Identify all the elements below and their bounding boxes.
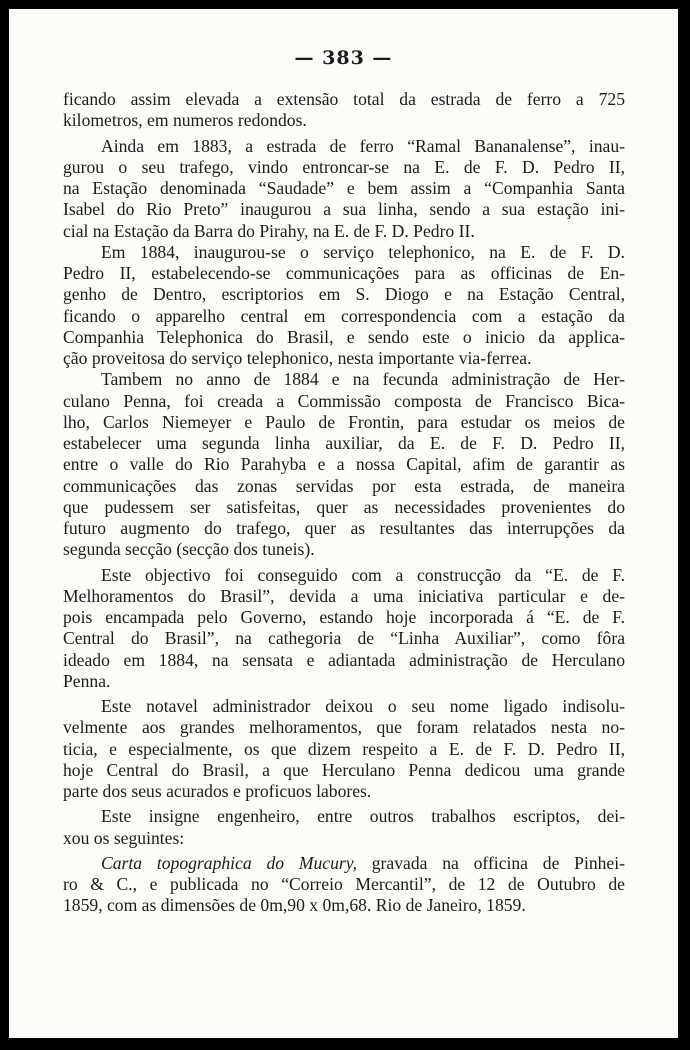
text-line: ção proveitosa do serviço telephonico, nesta importante via-ferrea. [63,348,532,368]
text-span: gravada na officina de Pinhei- [356,852,625,873]
paragraph-2 [63,136,625,242]
paragraph-5 [63,565,625,693]
text-line: Ainda em 1883, a estrada de ferro “Ramal Bananalense”, inau- [101,135,625,156]
text-line: Em 1884, inaugurou-se o serviço telephonico, na E. de F. D. [101,241,625,262]
text-line: Este notavel administrador deixou o seu nome ligado indisolu- [101,696,625,716]
paragraph-7 [63,806,625,849]
book-page [9,9,678,1038]
text-line: Este insigne engenheiro, entre outros trabalhos escriptos, dei- [101,806,625,827]
text-line: futuro augmento do trafego, quer as resultantes das interrupções da [63,518,625,538]
text-line: Este objectivo foi conseguido com a construcção da “E. de F. [101,564,625,585]
text-line: Isabel do Rio Preto” inaugurou a sua linha, sendo a sua estação ini- [63,199,625,220]
text-line: entre o valle do Rio Parahyba e a nossa Capital, afim de garantir as [63,454,625,475]
text-line: ficando o apparelho central em correspondencia com a estação da [63,305,625,326]
work-title: Carta topographica do Mucury, [101,852,357,873]
text-line: Tambem no anno de 1884 e na fecunda administração de Her- [101,369,625,390]
text-line: Central do Brasil”, na cathegoria de “Linha Auxiliar”, como fôra [63,628,625,649]
text-line: culano Penna, foi creada a Commissão composta de Francisco Bica- [63,390,625,411]
text-line: na Estação denominada “Saudade” e bem assim a “Companhia Santa [63,178,625,198]
paragraph-4 [63,369,625,560]
text-line: Penna. [63,670,111,691]
text-line: pois encampada pelo Governo, estando hoje incorporada á “E. de F. [63,607,625,627]
text-line: ficando assim elevada a extensão total da estrada de ferro a 725 [63,89,625,109]
text-line: Melhoramentos do Brasil”, devida a uma iniciativa particular e de- [63,585,625,606]
text-line: Pedro II, estabelecendo-se communicações para as officinas de En- [63,263,625,283]
paragraph-8 [63,853,625,917]
text-line: segunda secção (secção dos tuneis). [63,539,315,560]
text-line [63,853,625,874]
page-number: — 383 — [294,47,393,69]
text-line: ideado em 1884, na sensata e adiantada administração de Herculano [63,649,625,670]
paragraph-1 [63,89,625,132]
text-line: cial na Estação da Barra do Pirahy, na E. de F. D. Pedro II. [63,220,475,241]
paragraph-6 [63,696,625,802]
text-line: xou os seguintes: [63,827,185,848]
text-line: genho de Dentro, escriptorios em S. Diogo e na Estação Central, [63,284,625,305]
text-line: velmente aos grandes melhoramentos, que foram relatados nesta no- [63,717,625,738]
text-line: ro & C., e publicada no “Correio Mercantil”, de 12 de Outubro de [63,874,625,894]
text-line: lho, Carlos Niemeyer e Paulo de Frontin, para estudar os meios de [63,411,625,432]
text-line: parte dos seus acurados e proficuos labores. [63,781,372,801]
text-line: que pudessem ser satisfeitas, quer as necessidades provenientes do [63,496,625,517]
text-line: estabelecer uma segunda linha auxiliar, da E. de F. D. Pedro II, [63,433,625,453]
text-line: Companhia Telephonica do Brasil, e sendo este o inicio da applica- [63,326,625,347]
text-line: hoje Central do Brasil, a que Herculano Penna dedicou uma grande [63,759,625,780]
text-line: 1859, com as dimensões de 0m,90 x 0m,68. Rio de Janeiro, 1859. [63,895,526,916]
text-line: kilometros, em numeros redondos. [63,110,307,131]
text-line: gurou o seu trafego, vindo entroncar-se na E. de F. D. Pedro II, [63,156,625,177]
paragraph-3 [63,242,625,370]
text-line: communicações das zonas servidas por esta estrada, de maneira [63,475,625,496]
body-text [63,89,625,917]
text-line: ticia, e especialmente, os que dizem respeito a E. de F. D. Pedro II, [63,738,625,759]
